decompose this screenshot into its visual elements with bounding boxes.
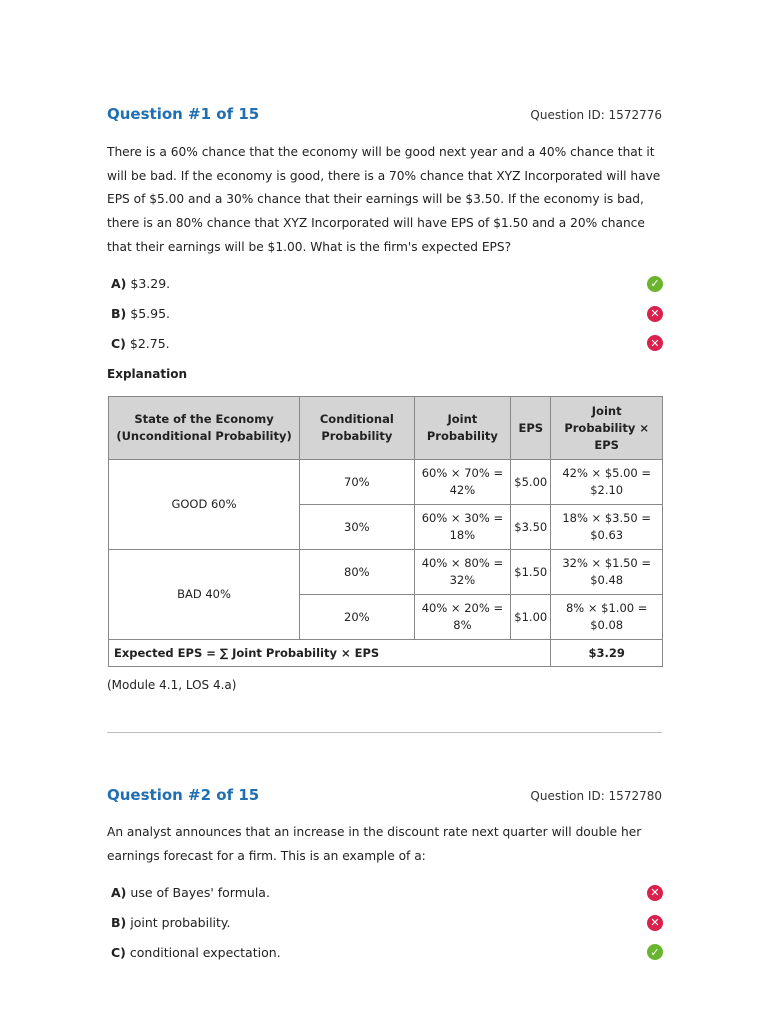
- answer-option-a[interactable]: [111, 269, 663, 299]
- answer-letter: B): [111, 306, 127, 322]
- jxe-cell: 18% × $3.50 = $0.63: [551, 505, 663, 550]
- answer-text: conditional expectation.: [129, 944, 281, 960]
- answer-option-c[interactable]: [111, 937, 663, 967]
- header-conditional: Conditional Probability: [300, 397, 415, 460]
- eps-cell: $1.00: [511, 595, 551, 640]
- header-joint: Joint Probability: [414, 397, 511, 460]
- answer-letter: A): [111, 276, 127, 292]
- x-circle-icon: ✕: [647, 335, 663, 351]
- answer-option-c[interactable]: [111, 328, 663, 358]
- answer-letter: A): [111, 885, 127, 901]
- question-1-text: There is a 60% chance that the economy will be good next year and a 40% chance that it will be bad. If the economy is good, there is a 70% chance that XYZ Incorporated will have EPS of $5.00 and a 30% chance that their earnings will be $3.50. If the economy is bad, there is an 80% chance that XYZ Incorporated will have EPS of $1.50 and a 20% chance that their earnings will be $1.00. What is the firm's expected EPS?: [107, 145, 661, 254]
- x-circle-icon: ✕: [647, 306, 663, 322]
- joint-cell: 40% × 80% = 32%: [414, 550, 511, 595]
- answer-text: use of Bayes' formula.: [130, 885, 270, 901]
- table-total-row: [109, 640, 663, 667]
- eps-cell: $1.50: [511, 550, 551, 595]
- explanation-label: Explanation: [107, 367, 188, 381]
- table-row: [109, 460, 663, 505]
- total-label: Expected EPS = ∑ Joint Probability × EPS: [109, 640, 551, 667]
- explanation-table: [108, 396, 663, 667]
- question-2-title: Question #2 of 15: [107, 786, 260, 804]
- eps-cell: $3.50: [511, 505, 551, 550]
- eps-cell: $5.00: [511, 460, 551, 505]
- question-1-id: Question ID: 1572776: [530, 108, 662, 122]
- cond-cell: 30%: [300, 505, 415, 550]
- joint-cell: 60% × 70% = 42%: [414, 460, 511, 505]
- answer-text: $3.29.: [130, 276, 171, 292]
- answer-letter: B): [111, 915, 127, 931]
- question-1-header: [107, 105, 662, 123]
- question-2-id: Question ID: 1572780: [530, 789, 662, 803]
- question-divider: [107, 732, 662, 733]
- question-1-title: Question #1 of 15: [107, 105, 260, 123]
- answer-letter: C): [111, 944, 126, 960]
- header-eps: EPS: [511, 397, 551, 460]
- joint-cell: 60% × 30% = 18%: [414, 505, 511, 550]
- state-bad-cell: BAD 40%: [109, 550, 300, 640]
- table-header-row: [109, 397, 663, 460]
- module-reference: (Module 4.1, LOS 4.a): [107, 678, 237, 692]
- answer-text: $5.95.: [130, 306, 171, 322]
- jxe-cell: 32% × $1.50 = $0.48: [551, 550, 663, 595]
- state-good-cell: GOOD 60%: [109, 460, 300, 550]
- header-state: State of the Economy (Unconditional Probability): [109, 397, 300, 460]
- jxe-cell: 42% × $5.00 = $2.10: [551, 460, 663, 505]
- answer-letter: C): [111, 335, 126, 351]
- answer-text: joint probability.: [130, 915, 231, 931]
- check-circle-icon: ✓: [647, 276, 663, 292]
- cond-cell: 70%: [300, 460, 415, 505]
- cond-cell: 80%: [300, 550, 415, 595]
- header-joint-times-eps: Joint Probability × EPS: [551, 397, 663, 460]
- x-circle-icon: ✕: [647, 915, 663, 931]
- joint-cell: 40% × 20% = 8%: [414, 595, 511, 640]
- check-circle-icon: ✓: [647, 944, 663, 960]
- cond-cell: 20%: [300, 595, 415, 640]
- answer-option-b[interactable]: [111, 299, 663, 329]
- question-2-header: [107, 786, 662, 804]
- answer-text: $2.75.: [129, 335, 170, 351]
- question-2-text: An analyst announces that an increase in the discount rate next quarter will double her earnings forecast for a firm. This is an example of a:: [107, 825, 642, 863]
- jxe-cell: 8% × $1.00 = $0.08: [551, 595, 663, 640]
- question-2-answers: [111, 878, 663, 967]
- x-circle-icon: ✕: [647, 885, 663, 901]
- answer-option-a[interactable]: [111, 878, 663, 908]
- question-1-answers: [111, 269, 663, 358]
- table-row: [109, 550, 663, 595]
- answer-option-b[interactable]: [111, 908, 663, 938]
- total-value: $3.29: [551, 640, 663, 667]
